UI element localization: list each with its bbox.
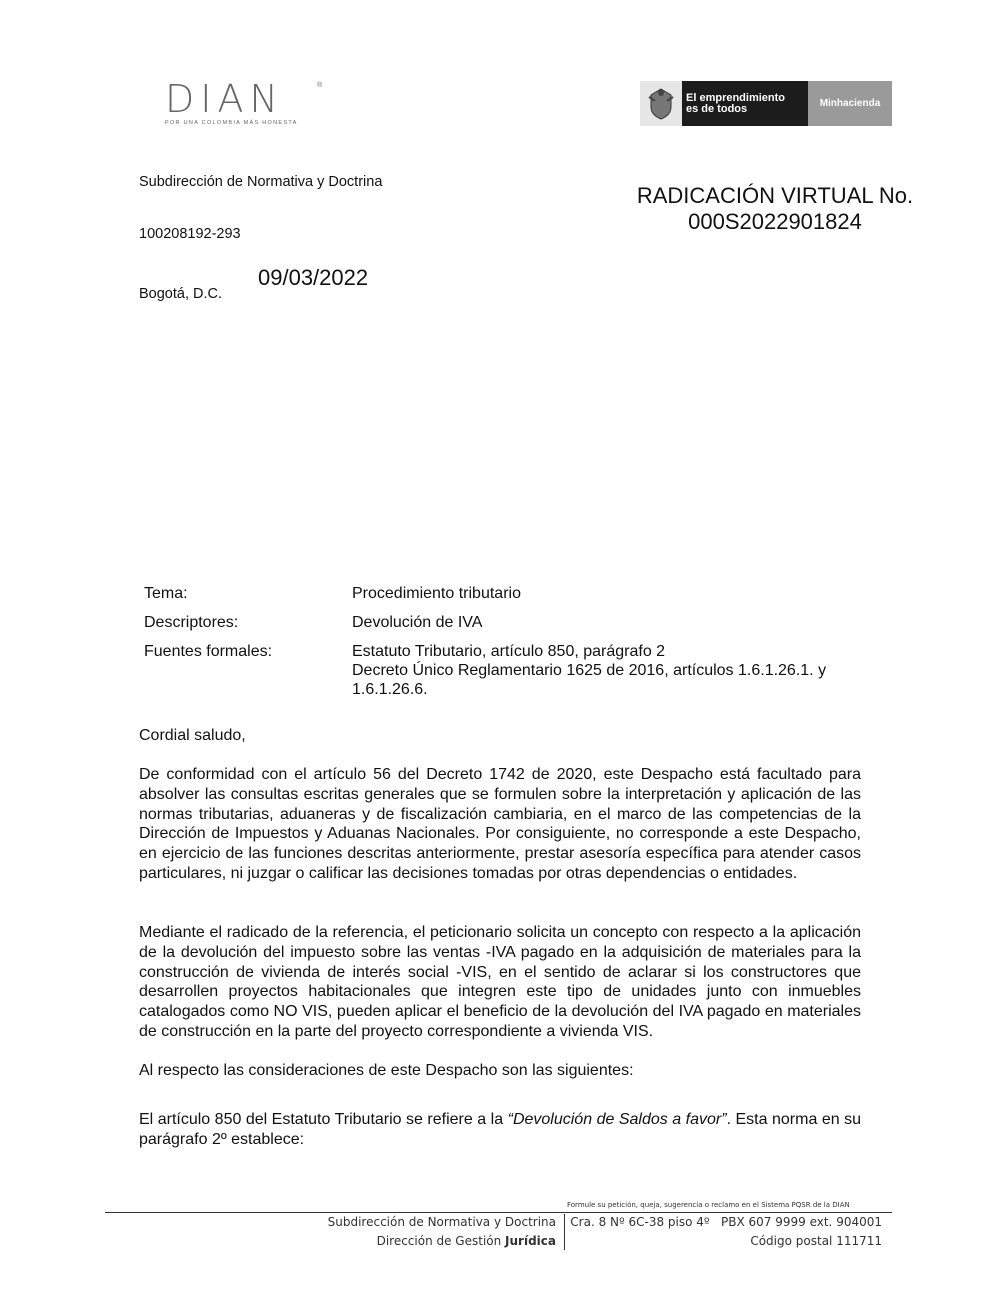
fuentes-value-2: Decreto Único Reglamentario 1625 de 2016, artículos 1.6.1.26.1. y 1.6.1.26.6. [352,662,827,698]
reference-number: 100208192-293 [139,226,241,242]
registered-mark-icon: ® [317,82,323,89]
gov-logo-line1: El emprendimiento [686,91,786,104]
footer-direction [328,1232,556,1251]
paragraph-3: Al respecto las consideraciones de este Despacho son las siguientes: [139,1062,634,1079]
tema-value: Procedimiento tributario [352,585,521,602]
footer-vertical-divider [564,1214,565,1250]
radicacion-block [620,183,930,235]
paragraph-2: Mediante el radicado de la referencia, el peticionario solicita un concepto con respecto a la aplicación de la devolución del impuesto sobre las ventas -IVA pagado en la adquisición de materiales para la construcción de vivienda de interés social -VIS, en el sentido de aclarar si los constructores que desarrollen proyectos habitacionales que integren este tipo de unidades junto con inmuebles catalogados como NO VIS, pueden aplicar el beneficio de la devolución del IVA pagado en materiales de construcción en la parte del proyecto correspondiente a vivienda VIS. [139,924,861,1040]
pqsr-note: Formule su petición, queja, sugerencia o reclamo en el Sistema PQSR de la DIAN [567,1201,850,1209]
paragraph-4-quote: “Devolución de Saldos a favor” [507,1111,727,1128]
dian-logo-text: DIAN [165,77,284,121]
paragraph-1: De conformidad con el artículo 56 del Decreto 1742 de 2020, este Despacho está facultado para absolver las consultas escritas generales que se formulen sobre la interpretación y aplicación de las normas tributarias, aduaneras y de fiscalización cambiaria, en el marco de las competencias de la Dirección de Impuestos y Aduanas Nacionales. Por consiguiente, no corresponde a este Despacho, en ejercicio de las funciones descritas anteriormente, prestar asesoría específica para atender casos particulares, ni juzgar o calificar las decisiones tomadas por otras dependencias o entidades. [139,766,861,882]
fuentes-label: Fuentes formales: [144,643,273,660]
gov-logo-ministry: Minhacienda [808,81,892,126]
document-date: 09/03/2022 [258,265,369,290]
footer-left [328,1213,556,1251]
footer-address: Cra. 8 Nº 6C-38 piso 4º PBX 607 9999 ext. 904001 [570,1215,882,1229]
radicacion-number: 000S2022901824 [688,209,862,234]
radicacion-title: RADICACIÓN VIRTUAL No. [636,183,914,208]
footer-right [570,1213,882,1251]
paragraph-4-start: El artículo 850 del Estatuto Tributario se refiere a la [139,1111,508,1128]
coat-of-arms-icon [640,81,682,126]
fuentes-value-1: Estatuto Tributario, artículo 850, parágrafo 2 [352,643,666,660]
gov-logo-line2: es de todos [686,102,748,115]
footer-direction-bold: Jurídica [505,1234,556,1248]
paragraph-4-end: . Esta norma en su parágrafo 2º establece: [139,1111,862,1148]
gov-logo-slogan [682,81,808,126]
greeting: Cordial saludo, [139,727,246,744]
office-name: Subdirección de Normativa y Doctrina [139,174,383,190]
descriptores-label: Descriptores: [144,614,239,631]
government-logo [640,81,892,126]
descriptores-value: Devolución de IVA [352,614,483,631]
footer-direction-prefix: Dirección de Gestión [376,1234,506,1248]
footer-postal-code: Código postal 111711 [750,1234,882,1248]
tema-label: Tema: [144,585,188,602]
paragraph-4 [139,1110,861,1150]
fuentes-value [352,642,872,699]
dian-logo-tagline: POR UNA COLOMBIA MÁS HONESTA [165,120,298,126]
footer-office: Subdirección de Normativa y Doctrina [327,1215,556,1229]
city: Bogotá, D.C. [139,286,223,302]
dian-logo [165,77,325,130]
